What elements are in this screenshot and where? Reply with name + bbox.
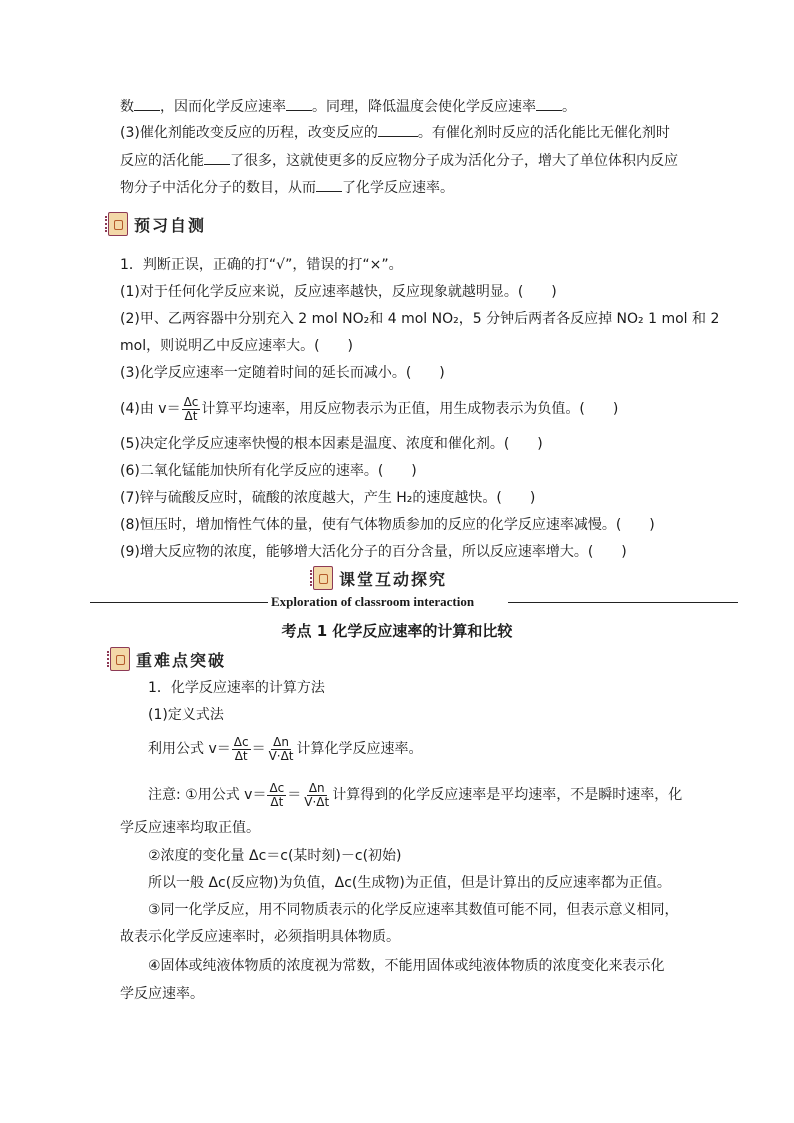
denominator: V·Δt — [268, 748, 294, 763]
fraction — [302, 782, 331, 809]
numerator: Δn — [308, 780, 325, 795]
fraction — [232, 736, 251, 763]
denominator: V·Δt — [304, 794, 330, 809]
point-2: ②浓度的变化量 Δc＝c(某时刻)－c(初始) — [148, 848, 402, 864]
text: (3)催化剂能改变反应的历程，改变反应的 — [120, 125, 378, 141]
intro-line-2 — [120, 122, 670, 143]
blank — [378, 122, 418, 137]
intro-line-1 — [120, 96, 576, 117]
notebook-icon — [110, 647, 130, 671]
difficulty-heading — [110, 647, 226, 671]
text: 了化学反应速率。 — [342, 180, 454, 196]
text: ，因而化学反应速率 — [160, 99, 286, 115]
quiz-item: (1)对于任何化学反应来说，反应速率越快，反应现象就越明显。( ) — [120, 284, 557, 300]
quiz-item: (9)增大反应物的浓度，能够增大活化分子的百分含量，所以反应速率增大。( ) — [120, 544, 627, 560]
blank — [536, 96, 562, 111]
point-4b: 学反应速率。 — [120, 986, 204, 1002]
text: ＝ — [251, 741, 266, 757]
quiz-intro: 1．判断正误，正确的打“√”，错误的打“×”。 — [120, 257, 403, 273]
text: 了很多，这就使更多的反应物分子成为活化分子，增大了单位体积内反应 — [230, 153, 678, 169]
quiz-item: (6)二氧化锰能加快所有化学反应的速率。( ) — [120, 463, 417, 479]
numerator: Δc — [233, 734, 249, 749]
heading-text: 预习自测 — [134, 215, 207, 235]
text: ＝ — [287, 787, 302, 803]
numerator: Δn — [273, 734, 289, 749]
text: 。 — [562, 99, 576, 115]
text: 数 — [120, 99, 134, 115]
notebook-icon — [108, 212, 128, 236]
denominator: Δt — [184, 408, 198, 423]
classroom-heading — [313, 566, 447, 590]
numerator: Δc — [269, 780, 285, 795]
quiz-item: (3)化学反应速率一定随着时间的延长而减小。( ) — [120, 365, 445, 381]
divider-right — [508, 602, 738, 603]
numerator: Δc — [183, 394, 199, 409]
denominator: Δt — [270, 794, 284, 809]
text: 计算化学反应速率。 — [296, 741, 423, 757]
exploration-subtitle: Exploration of classroom interaction — [271, 594, 475, 609]
text: 注意: ①用公式 v＝ — [148, 787, 267, 803]
point-3b: 故表示化学反应速率时，必须指明具体物质。 — [120, 929, 400, 945]
fraction — [182, 396, 201, 423]
quiz-item-4 — [120, 394, 618, 424]
text: 计算得到的化学反应速率是平均速率，不是瞬时速率，化 — [332, 787, 683, 803]
text: 。有催化剂时反应的活化能比无催化剂时 — [417, 125, 670, 141]
divider-left — [90, 602, 268, 603]
note-line-2: 学反应速率均取正值。 — [120, 820, 260, 836]
text: 。同理，降低温度会使化学反应速率 — [312, 99, 536, 115]
fraction — [267, 782, 286, 809]
intro-line-3 — [120, 150, 678, 171]
notebook-icon — [313, 566, 333, 590]
text: 利用公式 v＝ — [148, 741, 231, 757]
quiz-item: (7)锌与硫酸反应时，硫酸的浓度越大，产生 H₂的速度越快。( ) — [120, 490, 536, 506]
methods-subtitle: (1)定义式法 — [148, 707, 224, 723]
blank — [286, 96, 312, 111]
quiz-item: (8)恒压时，增加惰性气体的量，使有气体物质参加的反应的化学反应速率减慢。( ) — [120, 517, 655, 533]
text: 物分子中活化分子的数目，从而 — [120, 180, 316, 196]
formula-line — [148, 734, 423, 764]
fraction — [267, 736, 296, 763]
note-line — [148, 780, 682, 810]
heading-text: 重难点突破 — [136, 650, 227, 670]
preview-heading — [108, 212, 206, 236]
denominator: Δt — [234, 748, 248, 763]
point-4: ④固体或纯液体物质的浓度视为常数，不能用固体或纯液体物质的浓度变化来表示化 — [148, 958, 665, 974]
point-3: ③同一化学反应，用不同物质表示的化学反应速率其数值可能不同，但表示意义相同， — [148, 902, 679, 918]
quiz-item: mol，则说明乙中反应速率大。( ) — [120, 338, 354, 354]
text: (4)由 v＝ — [120, 401, 181, 417]
topic-title: 考点 1 化学反应速率的计算和比较 — [281, 622, 513, 640]
blank — [316, 177, 342, 192]
blank — [134, 96, 160, 111]
quiz-item: (2)甲、乙两容器中分别充入 2 mol NO₂和 4 mol NO₂，5 分钟后两者各反应掉 NO₂ 1 mol 和 2 — [120, 311, 720, 327]
methods-title: 1．化学反应速率的计算方法 — [148, 680, 325, 696]
text: 反应的活化能 — [120, 153, 204, 169]
intro-line-4 — [120, 177, 454, 198]
point-2b: 所以一般 Δc(反应物)为负值，Δc(生成物)为正值，但是计算出的反应速率都为正值。 — [148, 875, 671, 891]
text: 计算平均速率，用反应物表示为正值，用生成物表示为负值。( ) — [201, 401, 619, 417]
blank — [204, 150, 230, 165]
heading-text: 课堂互动探究 — [339, 569, 448, 589]
quiz-item: (5)决定化学反应速率快慢的根本因素是温度、浓度和催化剂。( ) — [120, 436, 543, 452]
